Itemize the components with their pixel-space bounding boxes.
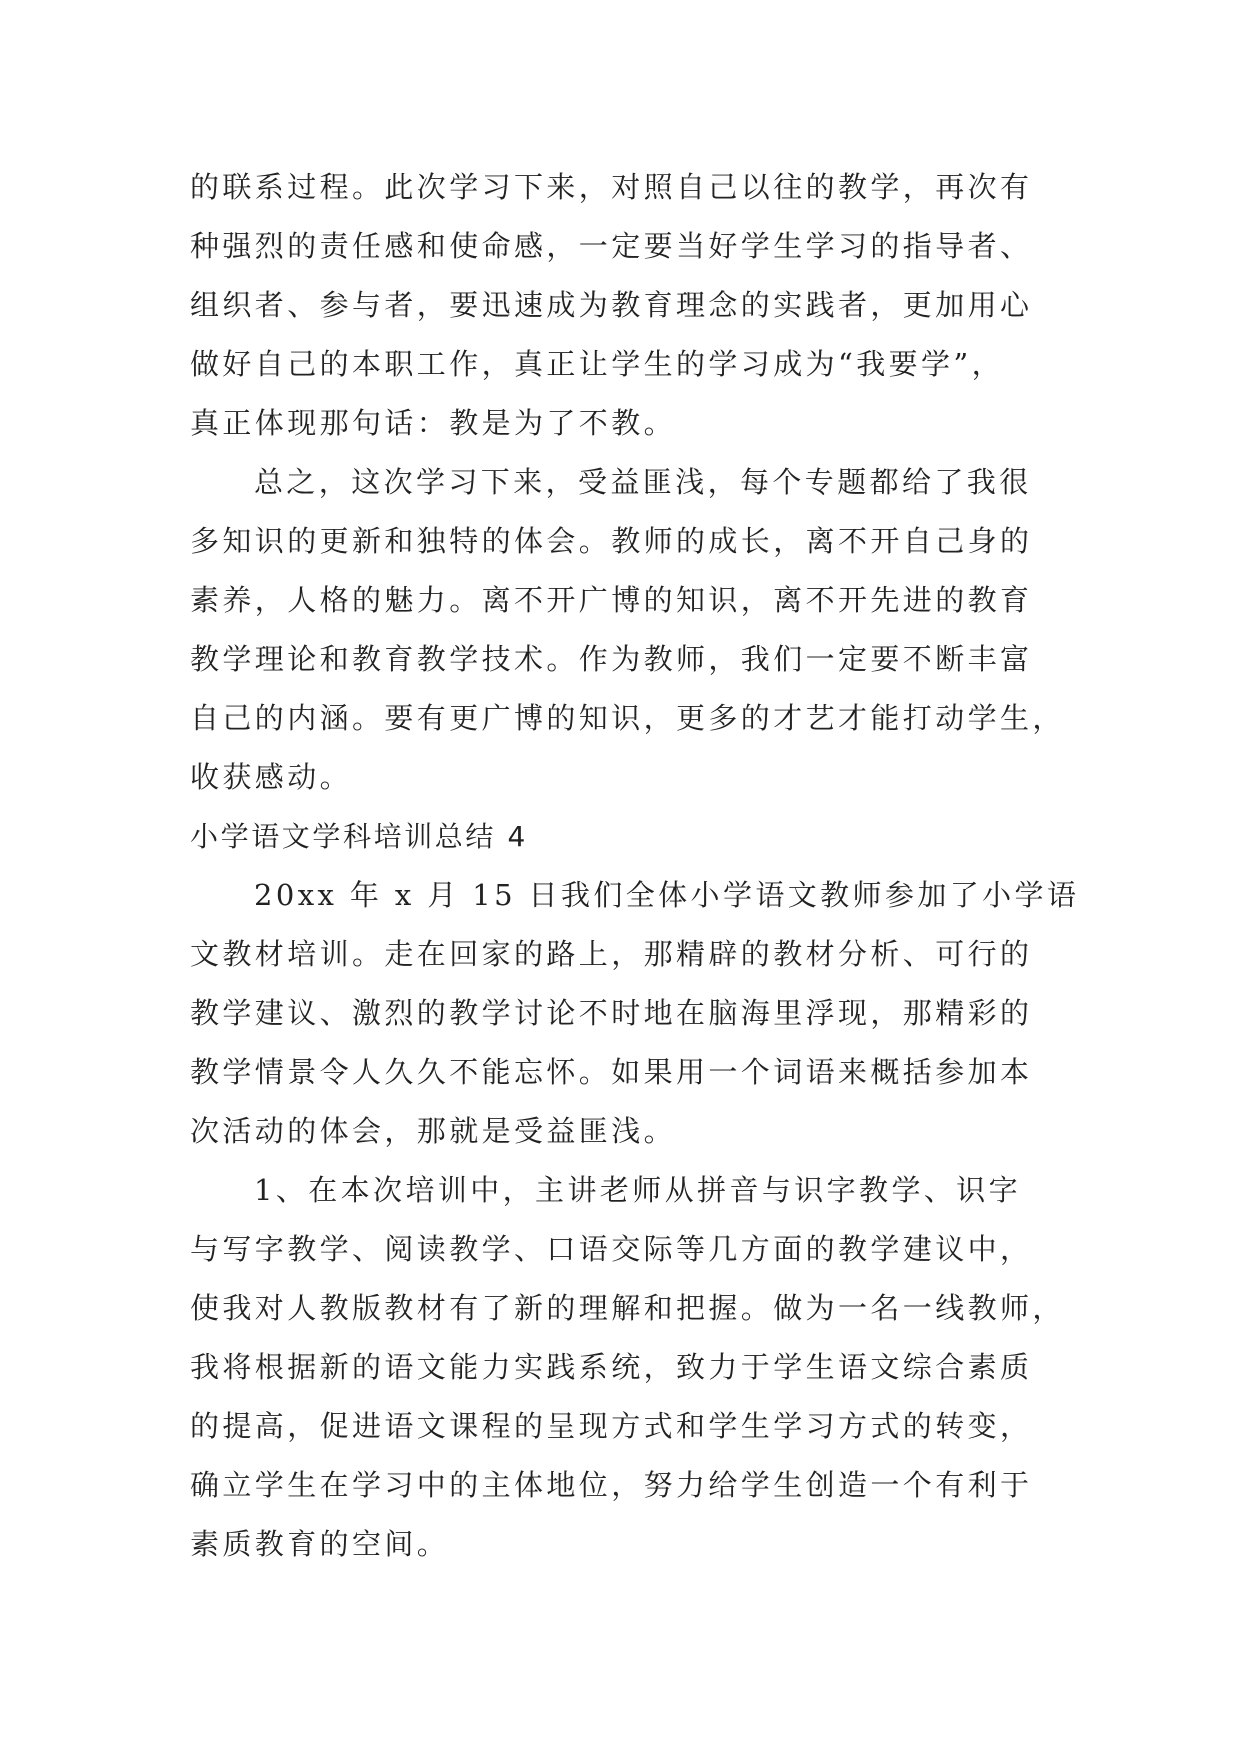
paragraph-line: 的联系过程。此次学习下来，对照自己以往的教学，再次有 [190, 170, 1033, 204]
paragraph-line: 组织者、参与者，要迅速成为教育理念的实践者，更加用心 [190, 288, 1033, 322]
paragraph-line: 我将根据新的语文能力实践系统，致力于学生语文综合素质 [190, 1350, 1033, 1384]
paragraph-line: 教学情景令人久久不能忘怀。如果用一个词语来概括参加本 [190, 1055, 1033, 1089]
paragraph-line: 种强烈的责任感和使命感，一定要当好学生学习的指导者、 [190, 229, 1033, 263]
paragraph-line: 素质教育的空间。 [190, 1527, 450, 1561]
paragraph-3 [190, 866, 1080, 1161]
paragraph-line: 确立学生在学习中的主体地位，努力给学生创造一个有利于 [190, 1468, 1033, 1502]
paragraph-line: 文教材培训。走在回家的路上，那精辟的教材分析、可行的 [190, 937, 1033, 971]
paragraph-line: 1、在本次培训中，主讲老师从拼音与识字教学、识字 [254, 1173, 1022, 1207]
section-heading: 小学语文学科培训总结 4 [190, 820, 528, 853]
paragraph-2 [190, 453, 1065, 807]
paragraph-line: 多知识的更新和独特的体会。教师的成长，离不开自己身的 [190, 524, 1033, 558]
paragraph-line: 真正体现那句话：教是为了不教。 [190, 406, 677, 440]
paragraph-line: 20xx 年 x 月 15 日我们全体小学语文教师参加了小学语 [254, 878, 1080, 912]
paragraph-4 [190, 1161, 1065, 1574]
paragraph-line: 的提高，促进语文课程的呈现方式和学生学习方式的转变， [190, 1409, 1033, 1443]
document-body [190, 158, 1080, 1574]
paragraph-line: 总之，这次学习下来，受益匪浅，每个专题都给了我很 [254, 465, 1032, 499]
paragraph-1 [190, 158, 1060, 453]
paragraph-line: 素养，人格的魅力。离不开广博的知识，离不开先进的教育 [190, 583, 1033, 617]
paragraph-line: 使我对人教版教材有了新的理解和把握。做为一名一线教师， [190, 1291, 1065, 1325]
paragraph-line: 教学理论和教育教学技术。作为教师，我们一定要不断丰富 [190, 642, 1033, 676]
paragraph-line: 次活动的体会，那就是受益匪浅。 [190, 1114, 677, 1148]
paragraph-line: 做好自己的本职工作，真正让学生的学习成为“我要学”， [190, 347, 1005, 381]
paragraph-line: 收获感动。 [190, 760, 353, 794]
paragraph-line: 教学建议、激烈的教学讨论不时地在脑海里浮现，那精彩的 [190, 996, 1033, 1030]
paragraph-line: 自己的内涵。要有更广博的知识，更多的才艺才能打动学生， [190, 701, 1065, 735]
paragraph-line: 与写字教学、阅读教学、口语交际等几方面的教学建议中， [190, 1232, 1033, 1266]
